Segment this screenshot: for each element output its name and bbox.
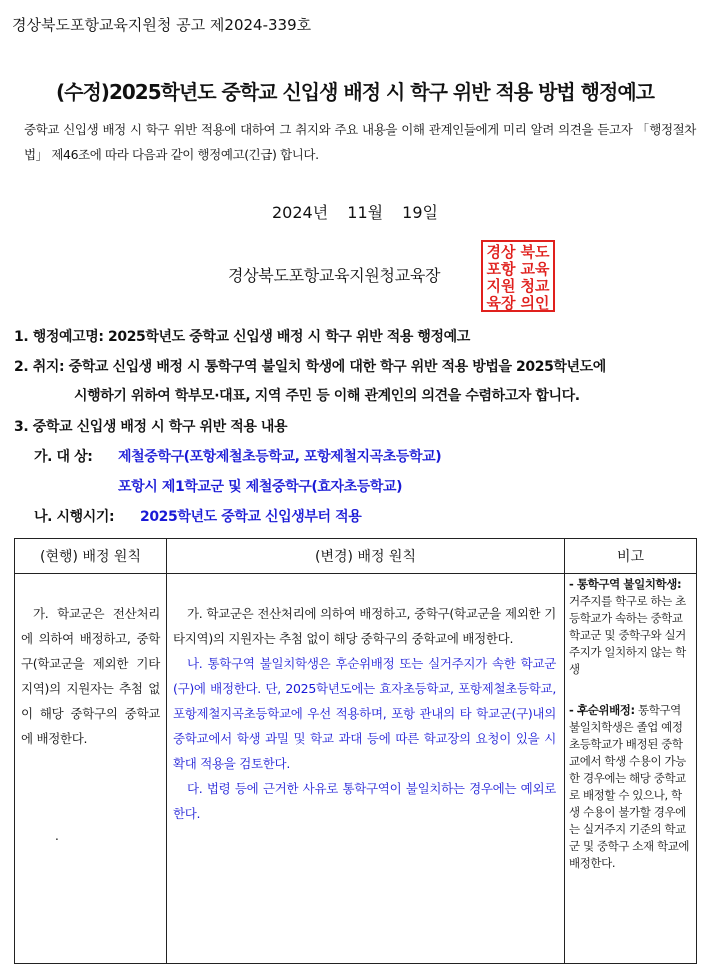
note-2-body: 통학구역 불일치학생은 졸업 예정 초등학교가 배정된 중학교에서 학생 수용이 가능한 경우에는 해당 중학교로 배정할 수 있으나, 학생 수용이 불가할 경우에는 실거주지 기준의 학교군 및 중학구 소재 학교에 배정한다. xyxy=(569,703,690,870)
official-seal xyxy=(481,240,555,312)
header-changed: (변경) 배정 원칙 xyxy=(167,539,565,574)
item-3-ga-target-2: 포항시 제1학교군 및 제철중학구(효자초등학교) xyxy=(118,479,403,495)
item-3-ga-label: 가. 대 상: xyxy=(34,449,93,465)
note-1-body: 거주지를 학구로 하는 초등학교가 속하는 중학교 학교군 및 중학구와 실거주지가 일치하지 않는 학생 xyxy=(569,594,686,676)
note-2 xyxy=(569,702,692,872)
header-current: (현행) 배정 원칙 xyxy=(15,539,167,574)
intro-paragraph: 중학교 신입생 배정 시 학구 위반 적용에 대하여 그 취지와 주요 내용을 이해 관계인들에게 미리 알려 의견을 듣고자 「행정절차법」 제46조에 따라 다음과 같이 행정예고(긴급) 합니다. xyxy=(24,122,696,162)
item-3-ga-target-1: 제철중학구(포항제철초등학교, 포항제철지곡초등학교) xyxy=(118,449,442,465)
seal-char: 의인 xyxy=(520,294,550,312)
notice-number: 경상북도포항교육지원청 공고 제2024-339호 xyxy=(12,16,312,34)
item-2: 2. 취지: 중학교 신입생 배정 시 통학구역 불일치 학생에 대한 학구 위반 적용 방법을 2025학년도에 xyxy=(14,359,606,375)
seal-char: 교육 xyxy=(520,260,550,278)
item-2-cont: 시행하기 위하여 학부모·대표, 지역 주민 등 이해 관계인의 의견을 수렴하고자 합니다. xyxy=(74,388,580,404)
seal-char: 지원 xyxy=(486,277,516,295)
current-dot: . xyxy=(55,829,59,843)
item-1: 1. 행정예고명: 2025학년도 중학교 신입생 배정 시 학구 위반 적용 행정예고 xyxy=(14,329,470,345)
seal-char: 육장 xyxy=(486,294,516,312)
notice-date: 2024년 11월 19일 xyxy=(272,203,438,222)
seal-char: 포항 xyxy=(486,260,516,278)
table-row xyxy=(15,574,697,964)
policy-table xyxy=(14,538,697,964)
note-1 xyxy=(569,576,692,678)
seal-char: 청교 xyxy=(520,277,550,295)
changed-rule-da: 다. 법령 등에 근거한 사유로 통학구역이 불일치하는 경우에는 예외로 한다. xyxy=(173,781,556,821)
header-note: 비고 xyxy=(565,539,697,574)
seal-char: 북도 xyxy=(520,243,550,261)
current-rule: 가. 학교군은 전산처리에 의하여 배정하고, 중학구(학교군을 제외한 기타지역)의 지원자는 추첨 없이 해당 중학구의 중학교에 배정한다. xyxy=(21,606,160,746)
table-header-row xyxy=(15,539,697,574)
seal-char: 경상 xyxy=(486,243,516,261)
changed-rule-na: 나. 통학구역 불일치학생은 후순위배정 또는 실거주지가 속한 학교군(구)에 배정한다. 단, 2025학년도에는 효자초등학교, 포항제철초등학교, 포항제철지곡초등학교에 우선 적용하며, 포항 관내의 타 학교군(구)내의 중학교에서 학생 과밀 및 학교 과대 등에 따른 학교장의 요청이 있을 시 확대 적용을 검토한다. xyxy=(173,656,556,771)
item-3-na-value: 2025학년도 중학교 신입생부터 적용 xyxy=(140,509,362,525)
item-3-na-label: 나. 시행시기: xyxy=(34,509,115,525)
changed-rule-ga: 가. 학교군은 전산처리에 의하여 배정하고, 중학구(학교군을 제외한 기타지역)의 지원자는 추첨 없이 해당 중학구의 중학교에 배정한다. xyxy=(173,606,556,646)
note-1-title: - 통학구역 불일치학생: xyxy=(569,577,682,591)
note-2-title: - 후순위배정: xyxy=(569,703,635,717)
page-title: (수정)2025학년도 중학교 신입생 배정 시 학구 위반 적용 방법 행정예고 xyxy=(56,80,654,104)
issuing-authority: 경상북도포항교육지원청교육장 xyxy=(228,266,441,285)
item-3: 3. 중학교 신입생 배정 시 학구 위반 적용 내용 xyxy=(14,419,288,435)
